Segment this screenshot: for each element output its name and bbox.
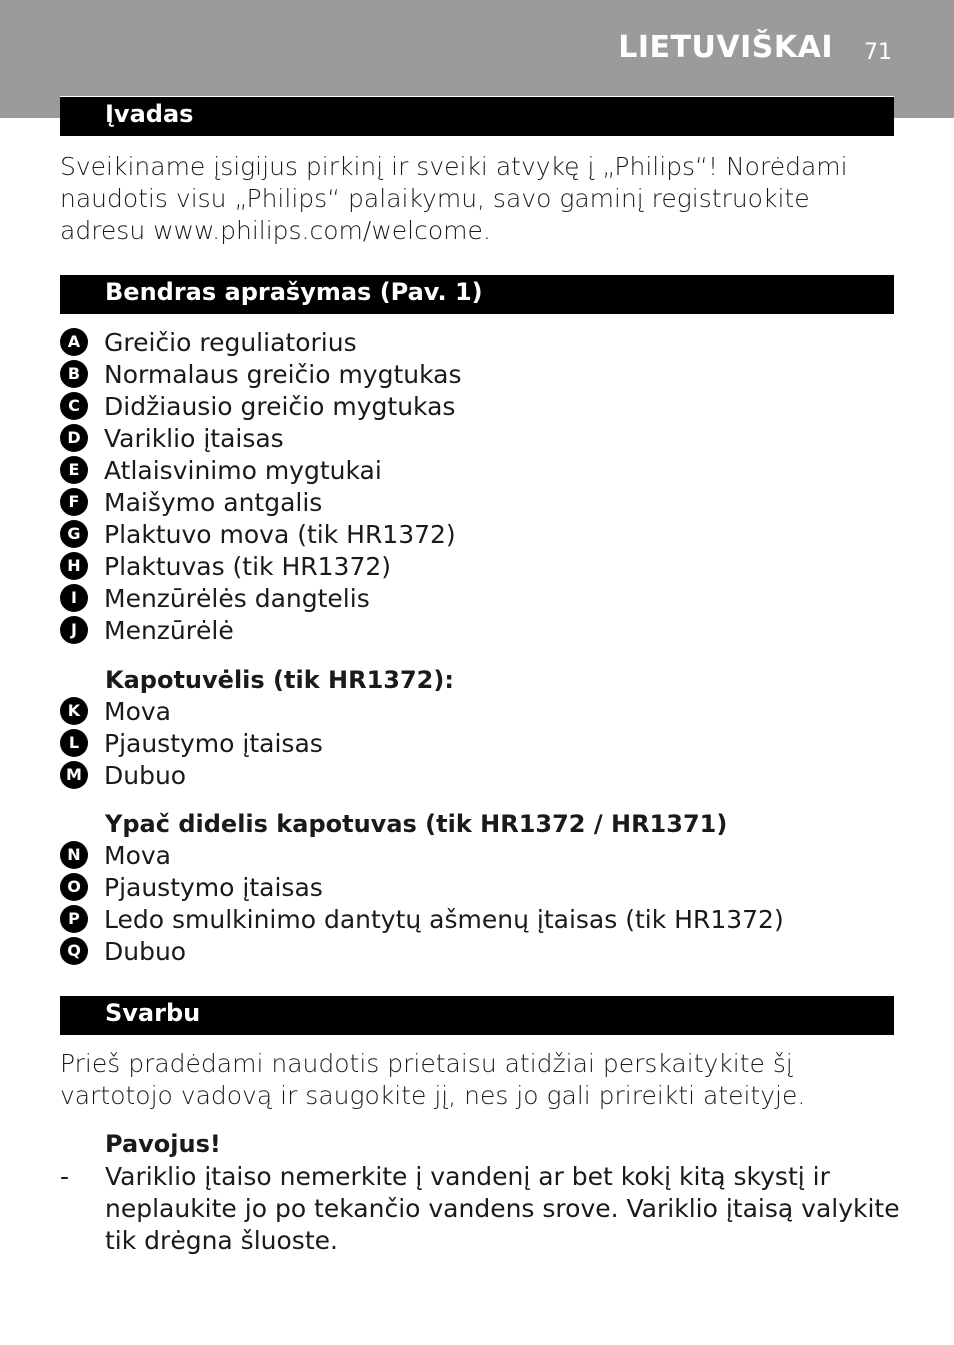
list-item: [60, 551, 900, 583]
letter-badge: P: [60, 905, 88, 933]
list-item: [60, 728, 900, 760]
item-label: Atlaisvinimo mygtukai: [104, 456, 382, 485]
letter-badge: B: [60, 360, 88, 388]
list-item: [60, 840, 900, 872]
language-heading: LIETUVIŠKAI: [618, 30, 833, 65]
item-label: Normalaus greičio mygtukas: [104, 360, 462, 389]
item-label: Maišymo antgalis: [104, 488, 323, 517]
list-item: [60, 696, 900, 728]
letter-badge: D: [60, 424, 88, 452]
letter-badge: K: [60, 697, 88, 725]
letter-badge: J: [60, 616, 88, 644]
item-label: Menzūrėlė: [104, 616, 234, 645]
item-label: Mova: [104, 697, 171, 726]
letter-badge: M: [60, 761, 88, 789]
item-label: Variklio įtaisas: [104, 424, 284, 453]
chopper-subheading: Kapotuvėlis (tik HR1372):: [105, 666, 454, 694]
list-item: [60, 455, 900, 487]
section-title-important: Svarbu: [105, 999, 201, 1027]
section-bar-overview: [60, 274, 894, 314]
section-title-overview: Bendras aprašymas (Pav. 1): [105, 278, 483, 306]
list-item: [60, 487, 900, 519]
letter-badge: I: [60, 584, 88, 612]
item-label: Dubuo: [104, 937, 187, 966]
letter-badge: H: [60, 552, 88, 580]
letter-badge: O: [60, 873, 88, 901]
xl-chopper-list: [60, 840, 900, 968]
section-title-intro: Įvadas: [105, 100, 194, 128]
bullet-dash: -: [60, 1162, 70, 1191]
item-label: Menzūrėlės dangtelis: [104, 584, 370, 613]
page-number: 71: [864, 40, 892, 65]
item-label: Mova: [104, 841, 171, 870]
list-item: [60, 327, 900, 359]
letter-badge: C: [60, 392, 88, 420]
list-item: [60, 904, 900, 936]
section-bar-intro: [60, 96, 894, 136]
letter-badge: A: [60, 328, 88, 356]
item-label: Didžiausio greičio mygtukas: [104, 392, 456, 421]
item-label: Pjaustymo įtaisas: [104, 729, 323, 758]
letter-badge: E: [60, 456, 88, 484]
letter-badge: Q: [60, 937, 88, 965]
list-item: [60, 936, 900, 968]
list-item: [60, 615, 900, 647]
list-item: [60, 760, 900, 792]
chopper-list: [60, 696, 900, 792]
item-label: Plaktuvas (tik HR1372): [104, 552, 392, 581]
list-item: [60, 423, 900, 455]
item-label: Plaktuvo mova (tik HR1372): [104, 520, 456, 549]
letter-badge: F: [60, 488, 88, 516]
letter-badge: N: [60, 841, 88, 869]
section-bar-important: [60, 995, 894, 1035]
danger-bullet: [60, 1161, 900, 1257]
important-paragraph: Prieš pradėdami naudotis prietaisu atidžiai perskaitykite šį vartotojo vadovą ir saugokite jį, nes jo gali prireikti ateityje.: [60, 1049, 806, 1110]
item-label: Pjaustymo įtaisas: [104, 873, 323, 902]
danger-text: Variklio įtaiso nemerkite į vandenį ar bet kokį kitą skystį ir neplaukite jo po tekančio vandens srove. Variklio įtaisą valykite tik drėgna šluoste.: [105, 1162, 900, 1255]
danger-subheading: Pavojus!: [105, 1130, 221, 1158]
item-label: Dubuo: [104, 761, 187, 790]
item-label: Ledo smulkinimo dantytų ašmenų įtaisas (tik HR1372): [104, 905, 784, 934]
list-item: [60, 359, 900, 391]
list-item: [60, 519, 900, 551]
item-label: Greičio reguliatorius: [104, 328, 357, 357]
xl-chopper-subheading: Ypač didelis kapotuvas (tik HR1372 / HR1371): [105, 810, 728, 838]
list-item: [60, 391, 900, 423]
overview-list: [60, 327, 900, 647]
intro-paragraph: Sveikiname įsigijus pirkinį ir sveiki atvykę į „Philips“! Norėdami naudotis visu „Philips“ palaikymu, savo gaminį registruokite adresu www.philips.com/welcome.: [60, 152, 848, 245]
list-item: [60, 872, 900, 904]
list-item: [60, 583, 900, 615]
letter-badge: G: [60, 520, 88, 548]
letter-badge: L: [60, 729, 88, 757]
